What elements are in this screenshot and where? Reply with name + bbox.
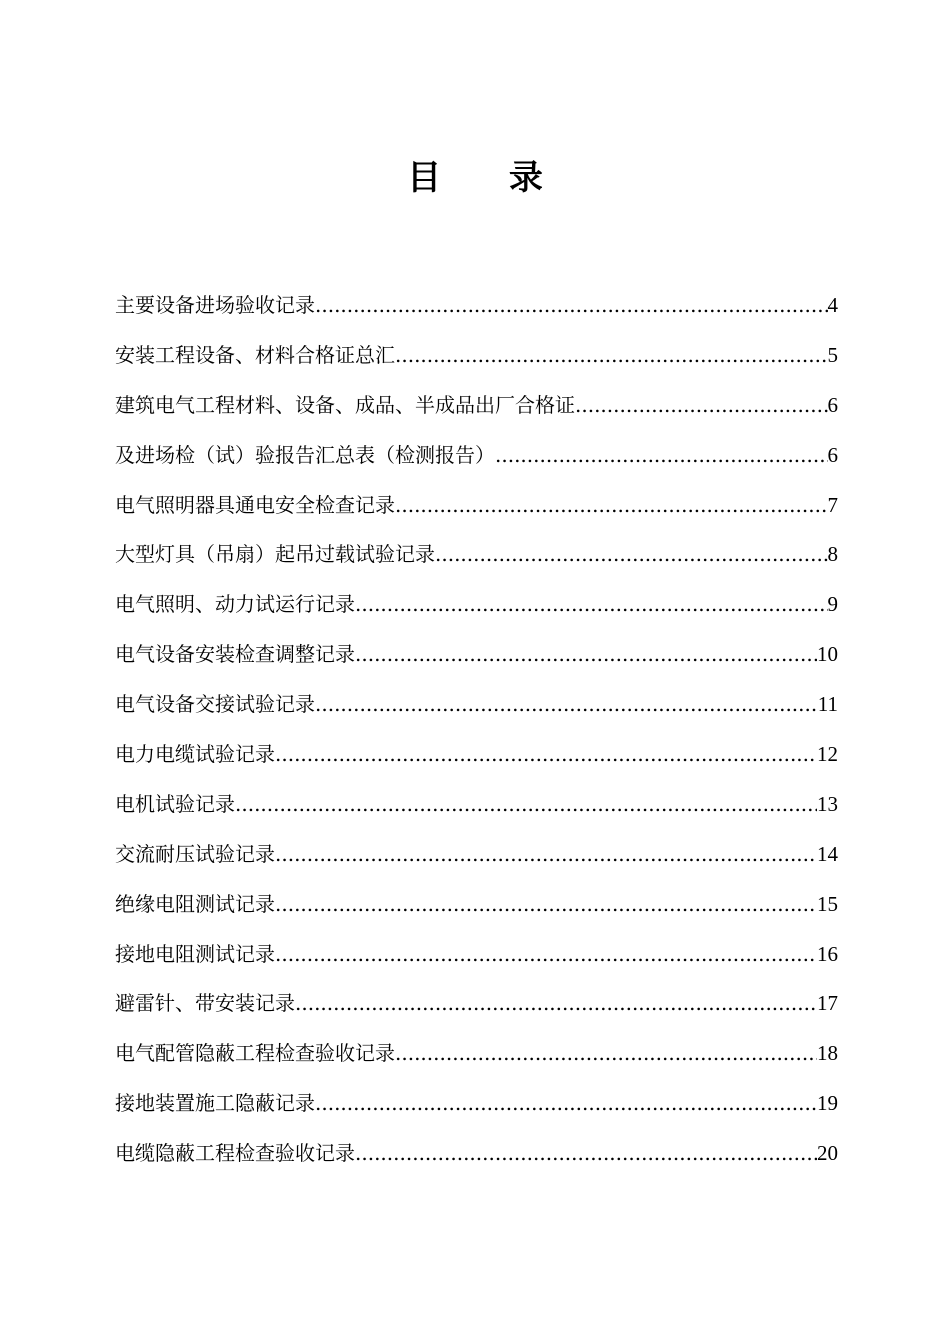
toc-entry[interactable] xyxy=(115,331,838,381)
toc-entry-label: 大型灯具（吊扇）起吊过载试验记录 xyxy=(115,542,435,567)
toc-dot-leader xyxy=(395,481,828,531)
toc-entry-label: 交流耐压试验记录 xyxy=(115,841,275,866)
toc-entry-label: 电气配管隐蔽工程检查验收记录 xyxy=(115,1041,395,1066)
toc-entry-page: 18 xyxy=(817,1041,838,1066)
toc-entry-page: 11 xyxy=(817,692,838,717)
toc-entry-label: 接地装置施工隐蔽记录 xyxy=(115,1091,315,1116)
toc-dot-leader xyxy=(275,880,817,930)
toc-entry-page: 10 xyxy=(817,642,838,667)
toc-entry[interactable] xyxy=(115,880,838,930)
toc-entry-page: 20 xyxy=(817,1141,838,1166)
toc-entry-page: 16 xyxy=(817,941,838,966)
toc-entry-label: 接地电阻测试记录 xyxy=(115,941,275,966)
toc-entry-page: 19 xyxy=(817,1091,838,1116)
toc-entry-page: 12 xyxy=(817,742,838,767)
toc-entry[interactable] xyxy=(115,381,838,431)
toc-entry-page: 6 xyxy=(827,392,838,417)
toc-dot-leader xyxy=(275,930,817,980)
toc-entry[interactable] xyxy=(115,930,838,980)
toc-dot-leader xyxy=(295,979,817,1029)
toc-dot-leader xyxy=(315,680,818,730)
toc-entry[interactable] xyxy=(115,830,838,880)
toc-entry[interactable] xyxy=(115,431,838,481)
toc-dot-leader xyxy=(355,1129,817,1179)
toc-entry-page: 14 xyxy=(817,841,838,866)
toc-dot-leader xyxy=(275,730,817,780)
toc-entry-page: 9 xyxy=(827,592,838,617)
toc-dot-leader xyxy=(275,830,817,880)
toc-dot-leader xyxy=(315,281,828,331)
toc-entry-label: 电缆隐蔽工程检查验收记录 xyxy=(115,1141,355,1166)
toc-entry[interactable] xyxy=(115,730,838,780)
toc-dot-leader xyxy=(395,331,828,381)
toc-entry[interactable] xyxy=(115,1029,838,1079)
toc-entry[interactable] xyxy=(115,281,838,331)
toc-entry-page: 15 xyxy=(817,891,838,916)
toc-entry-page: 7 xyxy=(827,492,838,517)
toc-entry-page: 4 xyxy=(827,293,838,317)
toc-entry[interactable] xyxy=(115,1129,838,1179)
toc-entry-page: 17 xyxy=(817,991,838,1016)
toc-entry-label: 电气设备交接试验记录 xyxy=(115,692,315,717)
toc-entry-label: 电气照明器具通电安全检查记录 xyxy=(115,492,395,517)
toc-entry-label: 电气照明、动力试运行记录 xyxy=(115,592,355,617)
toc-entry-page: 13 xyxy=(817,791,838,816)
toc-entry-page: 8 xyxy=(827,542,838,567)
table-of-contents xyxy=(115,281,838,1179)
toc-entry-label: 建筑电气工程材料、设备、成品、半成品出厂合格证 xyxy=(115,392,575,417)
toc-entry-label: 电机试验记录 xyxy=(115,791,235,816)
toc-entry-label: 避雷针、带安装记录 xyxy=(115,991,295,1016)
toc-entry-label: 绝缘电阻测试记录 xyxy=(115,891,275,916)
toc-entry[interactable] xyxy=(115,580,838,630)
toc-dot-leader xyxy=(495,431,828,481)
toc-entry-label: 电气设备安装检查调整记录 xyxy=(115,642,355,667)
toc-entry-label: 安装工程设备、材料合格证总汇 xyxy=(115,342,395,367)
toc-entry[interactable] xyxy=(115,530,838,580)
toc-dot-leader xyxy=(235,780,817,830)
toc-entry-page: 5 xyxy=(827,342,838,367)
page-title: 目 录 xyxy=(407,158,571,198)
toc-entry[interactable] xyxy=(115,630,838,680)
toc-entry-label: 主要设备进场验收记录 xyxy=(115,293,315,317)
toc-entry-label: 电力电缆试验记录 xyxy=(115,742,275,767)
toc-dot-leader xyxy=(355,580,828,630)
toc-dot-leader xyxy=(355,630,817,680)
toc-dot-leader xyxy=(435,530,828,580)
toc-entry[interactable] xyxy=(115,481,838,531)
toc-entry[interactable] xyxy=(115,1079,838,1129)
toc-entry-page: 6 xyxy=(827,442,838,467)
toc-dot-leader xyxy=(575,381,828,431)
toc-entry-label: 及进场检（试）验报告汇总表（检测报告） xyxy=(115,442,495,467)
toc-dot-leader xyxy=(395,1029,817,1079)
toc-entry[interactable] xyxy=(115,680,838,730)
toc-entry[interactable] xyxy=(115,780,838,830)
toc-dot-leader xyxy=(315,1079,817,1129)
toc-entry[interactable] xyxy=(115,979,838,1029)
